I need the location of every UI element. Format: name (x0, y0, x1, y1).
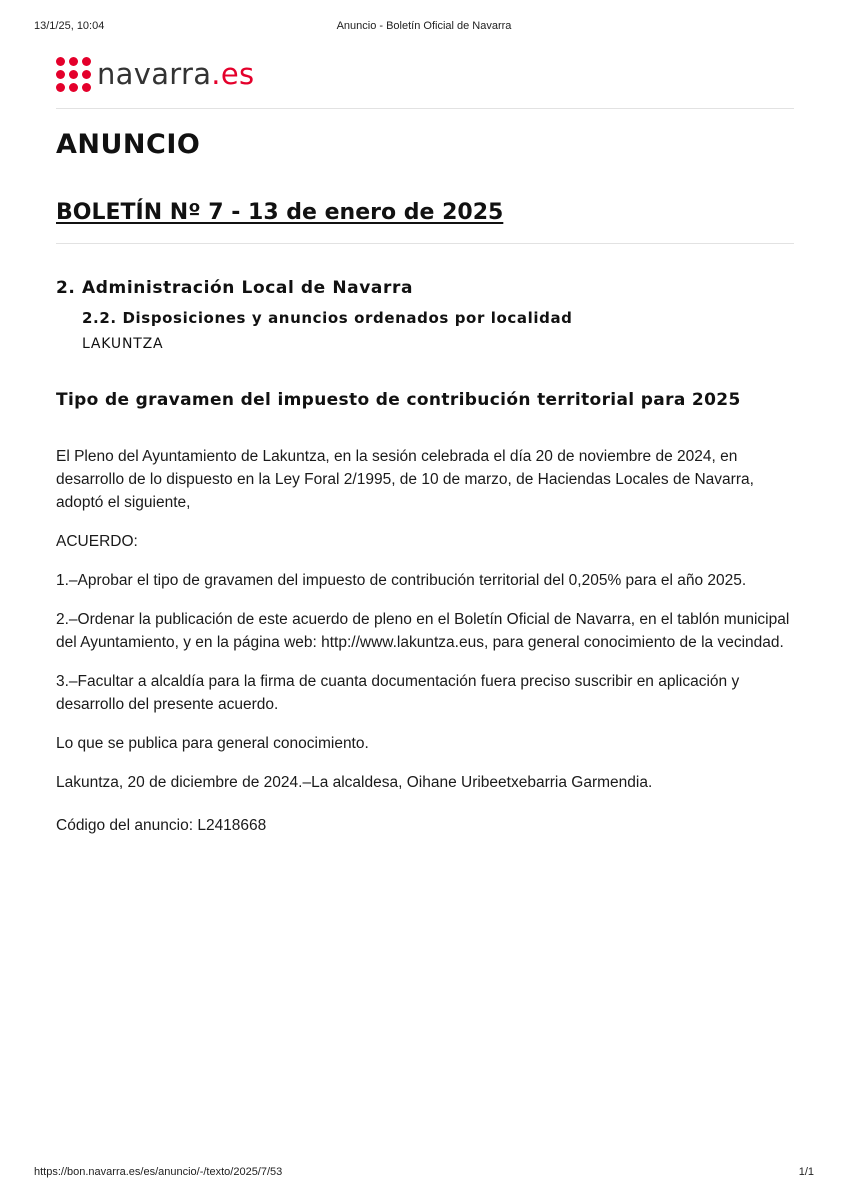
print-footer (34, 1166, 814, 1182)
logo-wordmark (97, 56, 255, 91)
print-header (34, 20, 814, 36)
boletin-divider (56, 243, 794, 244)
print-url: https://bon.navarra.es/es/anuncio/-/texto/2025/7/53 (34, 1166, 283, 1178)
navarra-dots-icon (56, 57, 91, 92)
logo-name: navarra (97, 56, 212, 91)
announcement-body (56, 445, 794, 837)
section-heading: 2. Administración Local de Navarra (56, 278, 414, 298)
print-page-title: Anuncio - Boletín Oficial de Navarra (336, 20, 512, 32)
body-paragraph-point-1: 1.–Aprobar el tipo de gravamen del impuesto de contribución territorial del 0,205% para el año 2025. (56, 572, 747, 589)
body-paragraph-point-3: 3.–Facultar a alcaldía para la firma de cuanta documentación fuera preciso suscribir en aplicación y desarrollo del presente acuerdo. (56, 673, 740, 713)
body-paragraph-point-2: 2.–Ordenar la publicación de este acuerdo de pleno en el Boletín Oficial de Navarra, en el tablón municipal del Ayuntamiento, y en la página web: http://www.lakuntza.eus, para general conocimiento de la vecindad. (56, 611, 790, 651)
body-paragraph-signature: Lakuntza, 20 de diciembre de 2024.–La alcaldesa, Oihane Uribeetxebarria Garmendia. (56, 774, 653, 791)
announcement-code: Código del anuncio: L2418668 (56, 817, 267, 834)
boletin-link[interactable]: BOLETÍN Nº 7 - 13 de enero de 2025 (56, 200, 504, 225)
print-page-number: 1/1 (798, 1166, 814, 1178)
print-datetime: 13/1/25, 10:04 (34, 20, 105, 32)
body-paragraph-intro: El Pleno del Ayuntamiento de Lakuntza, en la sesión celebrada el día 20 de noviembre de 2024, en desarrollo de lo dispuesto en la Ley Foral 2/1995, de 10 de marzo, de Haciendas Locales de Navarra, adoptó el siguiente, (56, 448, 754, 511)
body-paragraph-publication: Lo que se publica para general conocimiento. (56, 735, 369, 752)
announcement-title: Tipo de gravamen del impuesto de contribución territorial para 2025 (56, 390, 741, 410)
subsection-heading: 2.2. Disposiciones y anuncios ordenados por localidad (82, 309, 573, 327)
navarra-logo[interactable] (56, 52, 794, 96)
body-paragraph-acuerdo: ACUERDO: (56, 533, 138, 550)
main-content (56, 52, 794, 853)
locality-label: LAKUNTZA (82, 336, 164, 352)
page-title: ANUNCIO (56, 129, 201, 160)
header-divider (56, 108, 794, 109)
logo-tld: .es (211, 56, 255, 91)
